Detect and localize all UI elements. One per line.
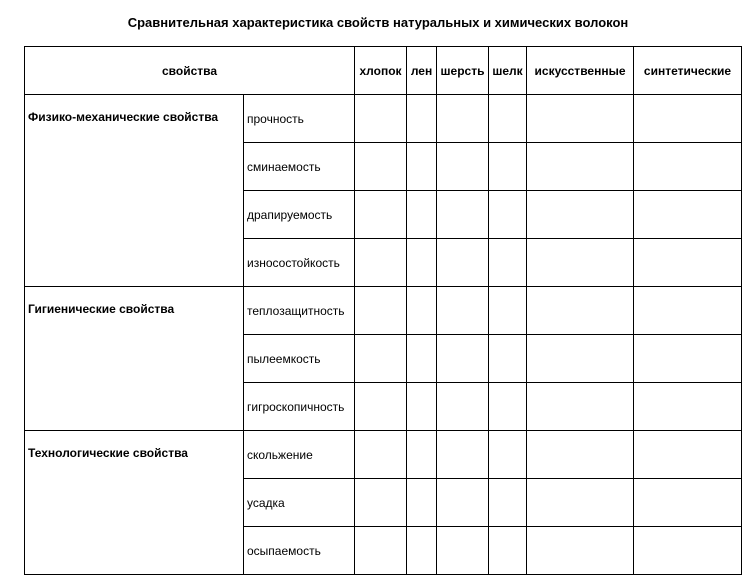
value-cell[interactable] — [527, 143, 634, 191]
header-fiber-linen: лен — [407, 47, 437, 95]
property-label: износостойкость — [244, 239, 355, 287]
value-cell[interactable] — [489, 527, 527, 575]
value-cell[interactable] — [634, 479, 742, 527]
table-row — [25, 95, 742, 143]
value-cell[interactable] — [634, 287, 742, 335]
value-cell[interactable] — [527, 287, 634, 335]
value-cell[interactable] — [407, 479, 437, 527]
value-cell[interactable] — [634, 143, 742, 191]
value-cell[interactable] — [355, 383, 407, 431]
header-fiber-cotton: хлопок — [355, 47, 407, 95]
value-cell[interactable] — [489, 191, 527, 239]
header-properties: свойства — [25, 47, 355, 95]
value-cell[interactable] — [437, 287, 489, 335]
header-fiber-artificial: искусственные — [527, 47, 634, 95]
value-cell[interactable] — [407, 335, 437, 383]
value-cell[interactable] — [489, 479, 527, 527]
value-cell[interactable] — [407, 383, 437, 431]
group-technological: Технологические свойства — [25, 431, 244, 575]
value-cell[interactable] — [407, 95, 437, 143]
value-cell[interactable] — [489, 287, 527, 335]
header-fiber-wool: шерсть — [437, 47, 489, 95]
property-label: прочность — [244, 95, 355, 143]
value-cell[interactable] — [355, 431, 407, 479]
value-cell[interactable] — [634, 335, 742, 383]
group-physical-mechanical: Физико-механические свойства — [25, 95, 244, 287]
value-cell[interactable] — [489, 239, 527, 287]
header-row — [25, 47, 742, 95]
value-cell[interactable] — [355, 287, 407, 335]
value-cell[interactable] — [527, 527, 634, 575]
value-cell[interactable] — [355, 479, 407, 527]
value-cell[interactable] — [437, 335, 489, 383]
value-cell[interactable] — [407, 527, 437, 575]
property-label: осыпаемость — [244, 527, 355, 575]
value-cell[interactable] — [489, 335, 527, 383]
property-label: теплозащитность — [244, 287, 355, 335]
value-cell[interactable] — [407, 143, 437, 191]
value-cell[interactable] — [437, 143, 489, 191]
value-cell[interactable] — [355, 335, 407, 383]
page-title: Сравнительная характеристика свойств натуральных и химических волокон — [127, 15, 629, 30]
value-cell[interactable] — [527, 239, 634, 287]
property-label: усадка — [244, 479, 355, 527]
value-cell[interactable] — [489, 143, 527, 191]
value-cell[interactable] — [634, 383, 742, 431]
value-cell[interactable] — [437, 191, 489, 239]
value-cell[interactable] — [634, 191, 742, 239]
value-cell[interactable] — [489, 95, 527, 143]
header-fiber-silk: шелк — [489, 47, 527, 95]
value-cell[interactable] — [437, 383, 489, 431]
value-cell[interactable] — [527, 335, 634, 383]
value-cell[interactable] — [527, 431, 634, 479]
value-cell[interactable] — [437, 239, 489, 287]
value-cell[interactable] — [527, 191, 634, 239]
value-cell[interactable] — [355, 143, 407, 191]
value-cell[interactable] — [437, 95, 489, 143]
value-cell[interactable] — [407, 191, 437, 239]
value-cell[interactable] — [355, 239, 407, 287]
table-row — [25, 287, 742, 335]
value-cell[interactable] — [527, 95, 634, 143]
value-cell[interactable] — [634, 239, 742, 287]
value-cell[interactable] — [355, 527, 407, 575]
value-cell[interactable] — [634, 527, 742, 575]
value-cell[interactable] — [527, 479, 634, 527]
property-label: пылеемкость — [244, 335, 355, 383]
value-cell[interactable] — [437, 527, 489, 575]
value-cell[interactable] — [355, 95, 407, 143]
value-cell[interactable] — [634, 95, 742, 143]
property-label: гигроскопичность — [244, 383, 355, 431]
value-cell[interactable] — [634, 431, 742, 479]
value-cell[interactable] — [489, 431, 527, 479]
value-cell[interactable] — [437, 479, 489, 527]
table-row — [25, 431, 742, 479]
value-cell[interactable] — [355, 191, 407, 239]
value-cell[interactable] — [407, 239, 437, 287]
value-cell[interactable] — [407, 431, 437, 479]
value-cell[interactable] — [489, 383, 527, 431]
value-cell[interactable] — [527, 383, 634, 431]
value-cell[interactable] — [437, 431, 489, 479]
header-fiber-synthetic: синтетические — [634, 47, 742, 95]
property-label: драпируемость — [244, 191, 355, 239]
value-cell[interactable] — [407, 287, 437, 335]
fiber-properties-table — [24, 46, 742, 575]
property-label: сминаемость — [244, 143, 355, 191]
group-hygienic: Гигиенические свойства — [25, 287, 244, 431]
property-label: скольжение — [244, 431, 355, 479]
